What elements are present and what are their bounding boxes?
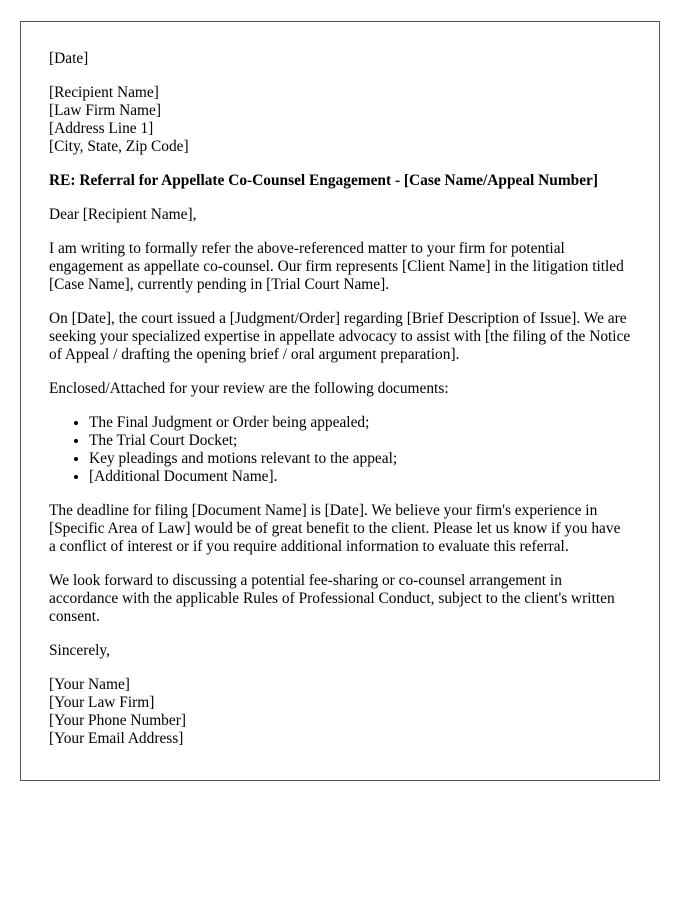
recipient-address <box>49 84 631 156</box>
paragraph-deadline: The deadline for filing [Document Name] is [Date]. We believe your firm's experience in [Specific Area of Law] would be of great benefit to the client. Please let us know if you have a conflict of interest or if you require additional information to evaluate this referral. <box>49 502 621 555</box>
letter-date <box>49 50 631 68</box>
recipient-address-line: [Address Line 1] <box>49 120 154 137</box>
subject-line: RE: Referral for Appellate Co-Counsel Engagement - [Case Name/Appeal Number] <box>49 172 598 189</box>
list-item: • The Final Judgment or Order being appealed; <box>89 414 631 432</box>
letter-page <box>20 21 660 781</box>
date-text: [Date] <box>49 50 89 67</box>
enclosures-intro: Enclosed/Attached for your review are the following documents: <box>49 380 449 397</box>
list-item: • Key pleadings and motions relevant to the appeal; <box>89 450 631 468</box>
enclosures-list <box>49 414 631 486</box>
signature-block <box>49 676 631 748</box>
signature-email: [Your Email Address] <box>49 730 184 747</box>
recipient-firm: [Law Firm Name] <box>49 102 161 119</box>
list-item: • [Additional Document Name]. <box>89 468 631 486</box>
recipient-name: [Recipient Name] <box>49 84 159 101</box>
paragraph-arrangement: We look forward to discussing a potential fee-sharing or co-counsel arrangement in accordance with the applicable Rules of Professional Conduct, subject to the client's written consent. <box>49 572 615 625</box>
recipient-city-state-zip: [City, State, Zip Code] <box>49 138 189 155</box>
list-item: • The Trial Court Docket; <box>89 432 631 450</box>
closing: Sincerely, <box>49 642 110 659</box>
signature-phone: [Your Phone Number] <box>49 712 186 729</box>
signature-name: [Your Name] <box>49 676 130 693</box>
paragraph-judgment: On [Date], the court issued a [Judgment/Order] regarding [Brief Description of Issue]. We are seeking your specialized expertise in appellate advocacy to assist with [the filing of the Notice of Appeal / drafting the opening brief / oral argument preparation]. <box>49 310 631 363</box>
paragraph-referral: I am writing to formally refer the above-referenced matter to your firm for potential engagement as appellate co-counsel. Our firm represents [Client Name] in the litigation titled [Case Name], currently pending in [Trial Court Name]. <box>49 240 624 293</box>
signature-firm: [Your Law Firm] <box>49 694 155 711</box>
salutation: Dear [Recipient Name], <box>49 206 197 223</box>
